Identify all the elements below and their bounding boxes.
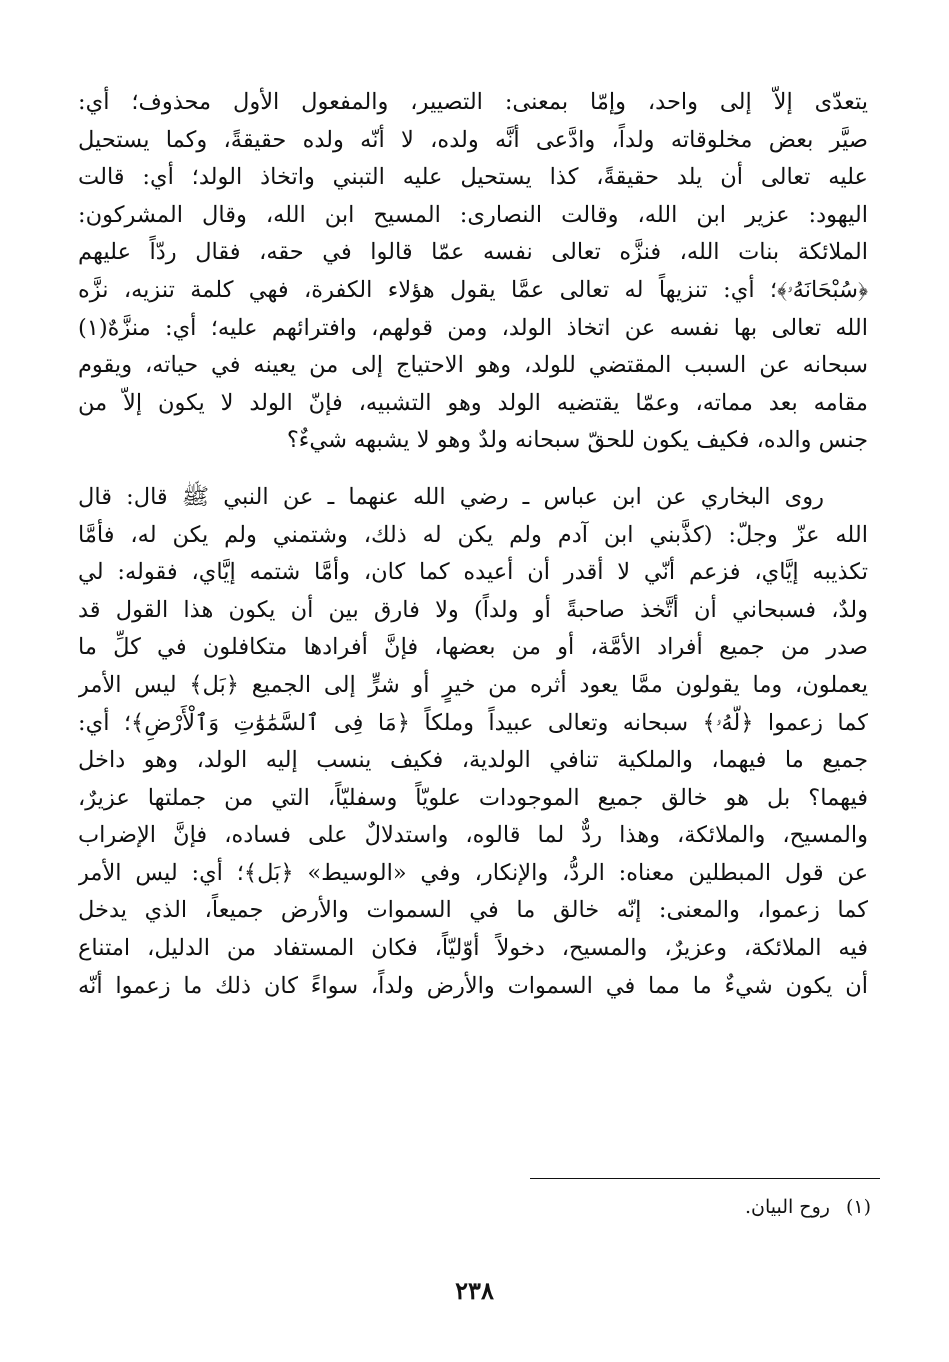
text-line: الله تعالى بها نفسه عن اتخاذ الولد، ومن قولهم، وافترائهم عليه؛ أي: منزَّهٌ(١) <box>78 314 868 341</box>
text-line: الله عزّ وجلّ: (كذَّبني ابن آدم ولم يكن له ذلك، وشتمني ولم يكن له، فأمَّا <box>78 521 868 548</box>
text-line: والمسيح، والملائكة، وهذا ردٌّ لما قالوه، واستدلالٌ على فساده، فإنَّ الإضراب <box>78 822 868 849</box>
text-line: تكذيبه إيَّاي، فزعم أنّي لا أقدر أن أعيده كما كان، وأمَّا شتمه إيَّاي، فقوله: لي <box>78 559 868 586</box>
text-line: مقامه بعد مماته، وعمّا يقتضيه الولد وهو التشبيه، فإنّ الولد لا يكون إلاّ من <box>78 389 868 416</box>
text-line: جميع ما فيهما، والملكية تنافي الولدية، فكيف ينسب إليه الولد، وهو داخل <box>78 747 868 774</box>
paragraph-1 <box>78 84 868 460</box>
text-line: سبحانه عن السبب المقتضي للولد، وهو الاحتياج إلى من يعينه في حياته، ويقوم <box>78 352 868 379</box>
text-line: فيه الملائكة، وعزيرٌ، والمسيح، دخولاً أوّليّاً، فكان المستفاد من الدليل، امتناع <box>78 935 868 962</box>
text-line: ﴿سُبْحَانَهُۥ﴾؛ أي: تنزيهاً له تعالى عمَّا يقول هؤلاء الكفرة، فهي كلمة تنزيه، نزَّه <box>78 276 868 303</box>
footnote-text: روح البيان. <box>744 1196 830 1218</box>
text-line: فيهما؟ بل هو خالق جميع الموجودات علويّاً وسفليّاً، التي من جملتها عزيرٌ، <box>78 784 868 811</box>
footnote-number: (١) <box>845 1196 871 1218</box>
paragraph-2 <box>78 479 868 1005</box>
text-line: ولدٌ، فسبحاني أن أتَّخذ صاحبةً أو ولداً) ولا فارق بين أن يكون هذا القول قد <box>78 596 868 623</box>
text-line: عليه تعالى أن يلد حقيقةً، كذا يستحيل عليه التبني واتخاذ الولد؛ أي: قالت <box>78 164 868 191</box>
text-line: روى البخاري عن ابن عباس ـ رضي الله عنهما ـ عن النبي ﷺ قال: قال <box>78 483 824 510</box>
text-line: أن يكون شيءٌ ما مما في السموات والأرض ولداً، سواءً كان ذلك ما زعموا أنّه <box>78 972 868 999</box>
page-number: ٢٣٨ <box>455 1276 494 1305</box>
text-line: الملائكة بنات الله، فنزَّه تعالى نفسه عمّا قالوا في حقه، فقال ردّاً عليهم <box>78 239 868 266</box>
footnote-divider <box>530 1178 880 1179</box>
footnote <box>745 1192 871 1222</box>
main-text <box>78 84 868 1005</box>
text-line: صيَّر بعض مخلوقاته ولداً، وادَّعى أنَّه ولده، لا أنّه ولده حقيقةً، وكما يستحيل <box>78 126 868 153</box>
text-line: يعملون، وما يقولون ممَّا يعود أثره من خيرٍ أو شرٍّ إلى الجميع ﴿بَل﴾ ليس الأمر <box>78 671 868 698</box>
text-line: كما زعموا ﴿لَّهُۥ﴾ سبحانه وتعالى عبيداً وملكاً ﴿مَا فِى ٱلسَّمَٰوَٰتِ وَٱلْأَرْضِ﴾؛ أي: <box>78 709 868 736</box>
text-line: صدر من جميع أفراد الأمَّة، أو من بعضها، فإنَّ أفرادها متكافلون في كلِّ ما <box>78 634 868 661</box>
text-line: عن قول المبطلين معناه: الردُّ، والإنكار، وفي «الوسيط» ﴿بَل﴾؛ أي: ليس الأمر <box>78 859 868 886</box>
text-line: يتعدّى إلاّ إلى واحد، وإمّا بمعنى: التصيير، والمفعول الأول محذوف؛ أي: <box>78 89 868 115</box>
text-line: كما زعموا، والمعنى: إنّه خالق ما في السموات والأرض جميعاً، الذي يدخل <box>78 897 868 924</box>
text-line: جنس والده، فكيف يكون للحقّ سبحانه ولدٌ وهو لا يشبهه شيءٌ؟ <box>286 427 868 454</box>
text-line: اليهود: عزير ابن الله، وقالت النصارى: المسيح ابن الله، وقال المشركون: <box>78 201 868 228</box>
paragraph-spacer <box>78 460 868 479</box>
